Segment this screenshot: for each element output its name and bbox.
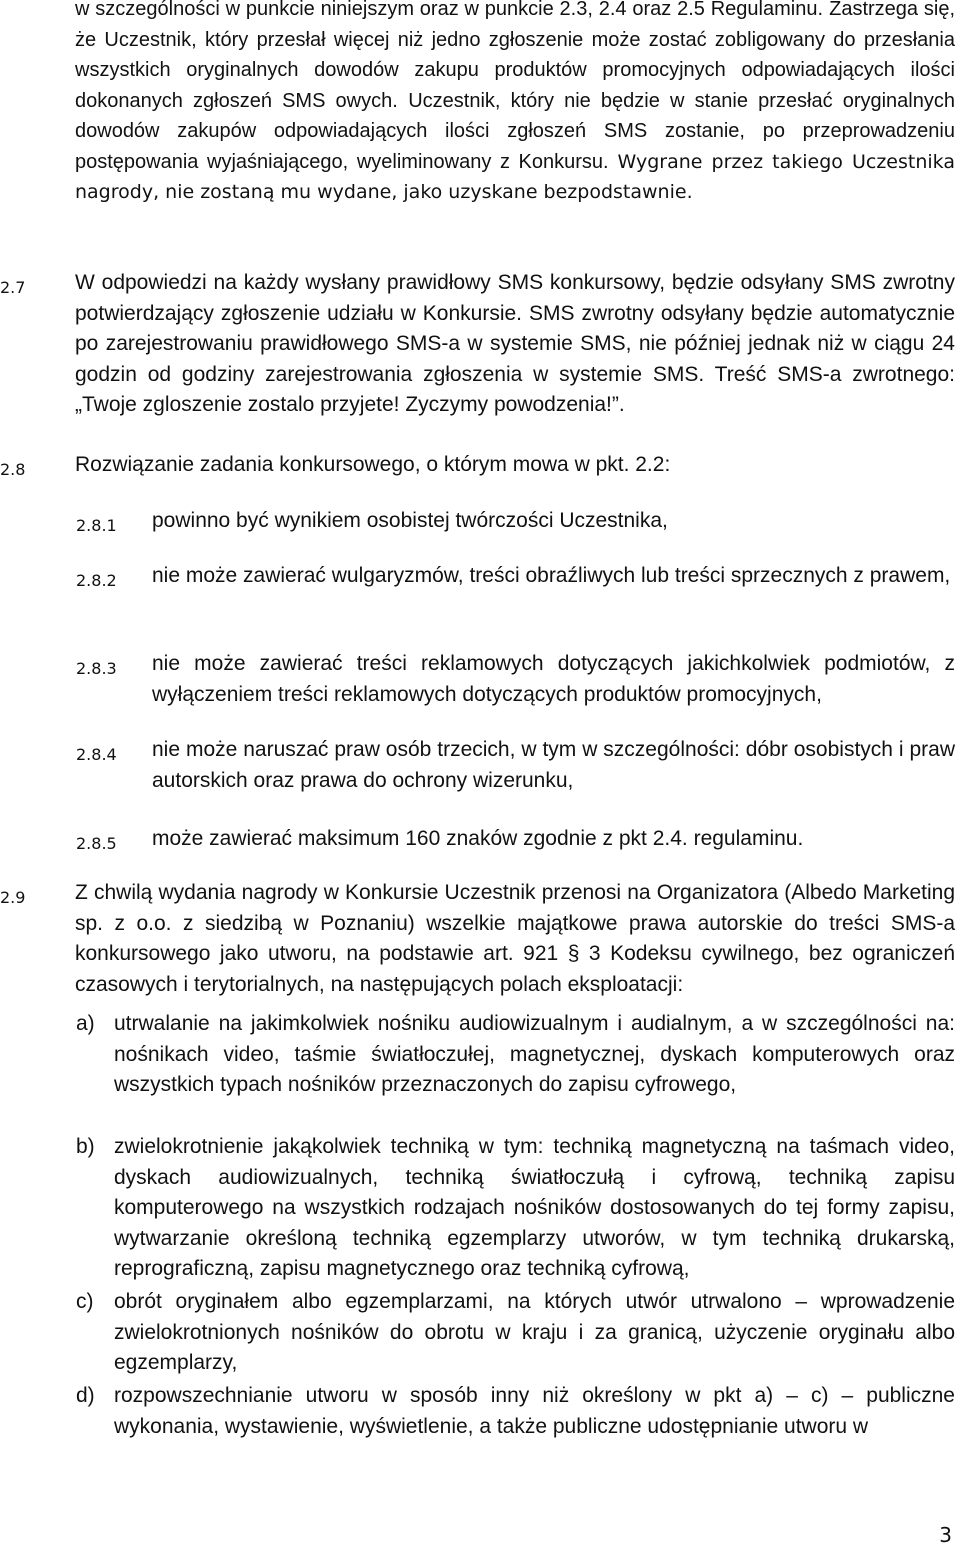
list-item-text: zwielokrotnienie jakąkolwiek techniką w tym: techniką magnetyczną na taśmach video, dyskach audiowizualnych, techniką światłoczułą i cyfrową, techniką zapisu komputerowego na wszystkich rodzajach nośników dostosowanych do tej formy zapisu, wytwarzanie określoną techniką egzemplarzy utworów, w tym techniką drukarską, reprograficzną, zapisu magnetycznego oraz techniką cyfrową, [114,1135,955,1280]
list-item-text: rozpowszechnianie utworu w sposób inny niż określony w pkt a) – c) – publiczne wykonania, wystawienie, wyświetlenie, a także publiczne udostępnianie utworu w [114,1384,955,1438]
intro-paragraph [75,0,955,208]
list-letter: a) [76,1012,95,1035]
subsection-number: 2.8.4 [76,745,117,764]
subsection-number: 2.8.3 [76,659,117,678]
subsection-number: 2.8.1 [76,516,117,535]
intro-line: w szczególności w punkcie niniejszym oraz w punkcie 2.3, 2.4 oraz 2.5 Regulaminu. [75,0,824,20]
list-letter: c) [76,1290,94,1313]
subsection-number: 2.8.2 [76,571,117,590]
subsection-text: nie może zawierać treści reklamowych dotyczących jakichkolwiek podmiotów, z wyłączeniem treści reklamowych dotyczących produktów promocyjnych, [152,652,955,706]
subsection-number: 2.8.5 [76,834,117,853]
intro-sentence-c: Wygrane przez takiego Uczestnika nagrody, nie zostaną mu wydane, jako uzyskane bezpodstawnie. [75,150,955,203]
intro-sentence-a: Zastrzega się, że Uczestnik, który przesłał więcej niż jedno zgłoszenie może zostać zobligowany do przesłania wszystkich oryginalnych dowodów zakupu produktów promocyjnych odpowiadających ilości dokonanych zgłoszeń SMS owych. [75,0,955,112]
page-number: 3 [939,1523,952,1547]
list-letter: d) [76,1384,95,1407]
subsection-text: nie może zawierać wulgaryzmów, treści obraźliwych lub treści sprzecznych z prawem, [152,564,951,587]
section-number: 2.8 [0,460,26,479]
section-2-8-text: Rozwiązanie zadania konkursowego, o którym mowa w pkt. 2.2: [75,453,671,476]
subsection-text: powinno być wynikiem osobistej twórczości Uczestnika, [152,509,668,532]
subsection-text: nie może naruszać praw osób trzecich, w tym w szczególności: dóbr osobistych i praw autorskich oraz prawa do ochrony wizerunku, [152,738,955,792]
list-item-text: obrót oryginałem albo egzemplarzami, na których utwór utrwalono – wprowadzenie zwielokrotnionych nośników do obrotu w kraju i za granicą, użyczenie oryginału albo egzemplarzy, [114,1290,955,1374]
subsection-text: może zawierać maksimum 160 znaków zgodnie z pkt 2.4. regulaminu. [152,827,804,850]
section-2-7-text: W odpowiedzi na każdy wysłany prawidłowy SMS konkursowy, będzie odsyłany SMS zwrotny potwierdzający zgłoszenie udziału w Konkursie. SMS zwrotny odsyłany będzie automatycznie po zarejestrowaniu prawidłowego SMS-a w systemie SMS, nie później jednak niż w ciągu 24 godzin od godziny zarejestrowania zgłoszenia w systemie SMS. Treść SMS-a zwrotnego: „Twoje zgloszenie zostalo przyjete! Zyczymy powodzenia!”. [75,271,955,416]
section-2-9-text: Z chwilą wydania nagrody w Konkursie Uczestnik przenosi na Organizatora (Albedo Marketing sp. z o.o. z siedzibą w Poznaniu) wszelkie majątkowe prawa autorskie do treści SMS-a konkursowego jako utworu, na podstawie art. 921 § 3 Kodeksu cywilnego, bez ograniczeń czasowych i terytorialnych, na następujących polach eksploatacji: [75,881,955,996]
list-item-text: utrwalanie na jakimkolwiek nośniku audiowizualnym i audialnym, a w szczególności na: nośnikach video, taśmie światłoczułej, magnetycznej, dyskach komputerowych oraz wszystkich typach nośników przeznaczonych do zapisu cyfrowego, [114,1012,955,1096]
section-number: 2.9 [0,888,26,907]
intro-sentence-b: Uczestnik, który nie będzie w stanie przesłać oryginalnych dowodów zakupów odpowiadających ilości zgłoszeń SMS zostanie, po przeprowadzeniu postępowania wyjaśniającego, wyeliminowany z Konkursu. [75,89,955,173]
section-number: 2.7 [0,278,26,297]
list-letter: b) [76,1135,95,1158]
